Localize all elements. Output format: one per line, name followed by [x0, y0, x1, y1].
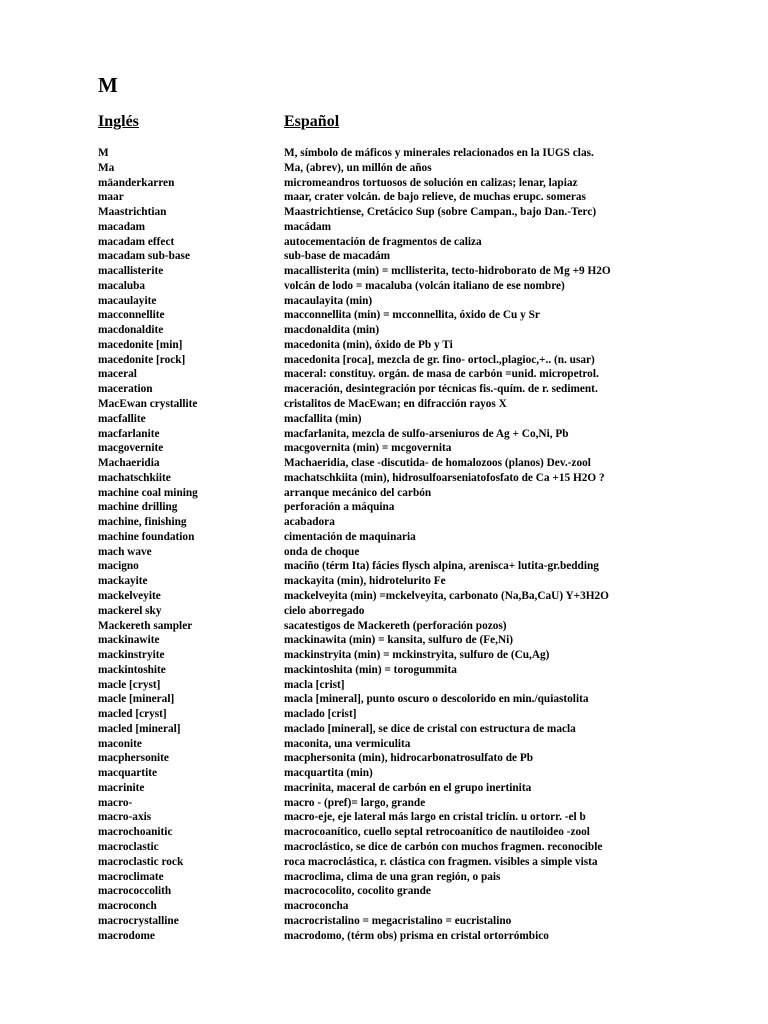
list-item: [98, 899, 738, 914]
definition-spanish: macphersonita (min), hidrocarbonatrosulfato de Pb: [284, 752, 534, 765]
definition-spanish: macedonita (min), óxido de Pb y Ti: [284, 338, 453, 351]
definition-spanish: maciño (térm Ita) fácies flysch alpina, arenisca+ lutita-gr.bedding: [284, 560, 599, 573]
definition-spanish: macrinita, maceral de carbón en el grupo inertinita: [284, 781, 532, 794]
list-item: [98, 338, 738, 353]
list-item: [98, 323, 738, 338]
list-item: [98, 870, 738, 885]
definition-spanish: macgovernita (min) = mcgovernita: [284, 442, 452, 455]
definition-spanish: macfarlanita, mezcla de sulfo-arseniuros de Ag + Co,Ni, Pb: [284, 427, 569, 440]
term-english: machine foundation: [98, 530, 195, 543]
term-english: macrochoanitic: [98, 826, 173, 839]
list-item: [98, 766, 738, 781]
list-item: [98, 707, 738, 722]
list-item: [98, 397, 738, 412]
term-english: Ma: [98, 161, 115, 174]
term-english: macaulayite: [98, 294, 157, 307]
term-english: macroclastic: [98, 840, 159, 853]
term-english: Mackereth sampler: [98, 619, 193, 632]
list-item: [98, 353, 738, 368]
list-item: [98, 486, 738, 501]
definition-spanish: mackinstryita (min) = mckinstryita, sulfuro de (Cu,Ag): [284, 649, 550, 662]
list-item: [98, 604, 738, 619]
term-english: Machaeridia: [98, 457, 160, 470]
list-item: [98, 515, 738, 530]
term-english: macrinite: [98, 781, 145, 794]
term-english: macadam effect: [98, 235, 175, 248]
list-item: [98, 737, 738, 752]
definition-spanish: mackelveyita (min) =mckelveyita, carbonato (Na,Ba,CaU) Y+3H2O: [284, 589, 609, 602]
definition-spanish: maceral: constituy. orgán. de masa de carbón =unid. micropetrol.: [284, 368, 599, 381]
term-english: macallisterite: [98, 265, 164, 278]
term-english: macroconch: [98, 900, 157, 913]
term-english: machine coal mining: [98, 486, 198, 499]
term-english: maar: [98, 191, 124, 204]
list-item: [98, 456, 738, 471]
definition-spanish: macroclima, clima de una gran región, o pais: [284, 870, 501, 883]
list-item: [98, 840, 738, 855]
definition-spanish: onda de choque: [284, 545, 360, 558]
term-english: macadam: [98, 220, 146, 233]
term-english: mackayite: [98, 575, 148, 588]
definition-spanish: macfallita (min): [284, 412, 362, 425]
list-item: [98, 796, 738, 811]
term-english: maceration: [98, 383, 153, 396]
term-english: macaluba: [98, 279, 146, 292]
term-english: mäanderkarren: [98, 176, 175, 189]
definition-spanish: macla [mineral], punto oscuro o descolorido en min./quiastolita: [284, 693, 589, 706]
list-item: [98, 929, 738, 944]
definition-spanish: macrodomo, (térm obs) prisma en cristal ortorrómbico: [284, 929, 549, 942]
definition-spanish: maconita, una vermiculita: [284, 737, 411, 750]
list-item: [98, 751, 738, 766]
column-header-english: Inglés: [98, 113, 139, 130]
list-item: [98, 648, 738, 663]
list-item: [98, 633, 738, 648]
definition-spanish: macrocristalino = megacristalino = eucristalino: [284, 914, 512, 927]
list-item: [98, 500, 738, 515]
list-item: [98, 220, 738, 235]
definition-spanish: macallisterita (min) = mcllisterita, tecto-hidroborato de Mg +9 H2O: [284, 265, 611, 278]
list-item: [98, 382, 738, 397]
list-item: [98, 294, 738, 309]
definition-spanish: macconnellita (min) = mcconnellita, óxido de Cu y Sr: [284, 309, 540, 322]
term-english: macled [cryst]: [98, 708, 167, 721]
definition-spanish: macádam: [284, 220, 332, 233]
entry-list: [98, 146, 738, 943]
list-item: [98, 367, 738, 382]
term-english: macro-axis: [98, 811, 152, 824]
definition-spanish: macroconcha: [284, 900, 349, 913]
term-english: macle [mineral]: [98, 693, 175, 706]
term-english: macfallite: [98, 412, 146, 425]
list-item: [98, 279, 738, 294]
term-english: macphersonite: [98, 752, 169, 765]
definition-spanish: mackintoshita (min) = torogummita: [284, 663, 457, 676]
term-english: macadam sub-base: [98, 250, 190, 263]
list-item: [98, 914, 738, 929]
list-item: [98, 176, 738, 191]
definition-spanish: macquartita (min): [284, 767, 373, 780]
definition-spanish: macro - (pref)= largo, grande: [284, 796, 426, 809]
term-english: macconnellite: [98, 309, 165, 322]
list-item: [98, 545, 738, 560]
definition-spanish: macla [crist]: [284, 678, 345, 691]
term-english: mach wave: [98, 545, 152, 558]
term-english: macfarlanite: [98, 427, 160, 440]
list-item: [98, 190, 738, 205]
definition-spanish: perforación a máquina: [284, 501, 395, 514]
definition-spanish: maceración, desintegración por técnicas fis.-quím. de r. sediment.: [284, 383, 598, 396]
definition-spanish: macedonita [roca], mezcla de gr. fino- ortocl.,plagioc,+.. (n. usar): [284, 353, 595, 366]
list-item: [98, 663, 738, 678]
definition-spanish: macrococolito, cocolito grande: [284, 885, 431, 898]
definition-spanish: autocementación de fragmentos de caliza: [284, 235, 482, 248]
list-item: [98, 205, 738, 220]
list-item: [98, 589, 738, 604]
term-english: macrodome: [98, 929, 155, 942]
term-english: macedonite [min]: [98, 338, 183, 351]
term-english: Maastrichtian: [98, 206, 167, 219]
term-english: macle [cryst]: [98, 678, 161, 691]
definition-spanish: sacatestigos de Mackereth (perforación pozos): [284, 619, 507, 632]
term-english: macdonaldite: [98, 324, 164, 337]
term-english: machine, finishing: [98, 516, 187, 529]
term-english: macrocrystalline: [98, 914, 179, 927]
list-item: [98, 308, 738, 323]
term-english: macled [mineral]: [98, 722, 181, 735]
list-item: [98, 412, 738, 427]
term-english: MacEwan crystallite: [98, 398, 198, 411]
term-english: mackerel sky: [98, 604, 162, 617]
term-english: mackintoshite: [98, 663, 166, 676]
list-item: [98, 722, 738, 737]
term-english: macigno: [98, 560, 139, 573]
list-item: [98, 530, 738, 545]
definition-spanish: cielo aborregado: [284, 604, 365, 617]
definition-spanish: acabadora: [284, 516, 335, 529]
term-english: macgovernite: [98, 442, 164, 455]
list-item: [98, 441, 738, 456]
term-english: mackinawite: [98, 634, 160, 647]
list-item: [98, 619, 738, 634]
term-english: maconite: [98, 737, 142, 750]
definition-spanish: mackayita (min), hidrotelurito Fe: [284, 575, 446, 588]
list-item: [98, 427, 738, 442]
list-item: [98, 235, 738, 250]
list-item: [98, 810, 738, 825]
list-item: [98, 146, 738, 161]
definition-spanish: machatschkiita (min), hidrosulfoarseniatofosfato de Ca +15 H2O ?: [284, 471, 605, 484]
definition-spanish: maclado [mineral], se dice de cristal con estructura de macla: [284, 722, 576, 735]
term-english: mackelveyite: [98, 589, 161, 602]
term-english: mackinstryite: [98, 649, 165, 662]
list-item: [98, 855, 738, 870]
definition-spanish: mackinawita (min) = kansita, sulfuro de (Fe,Ni): [284, 634, 514, 647]
definition-spanish: macrocoanítico, cuello septal retrocoanítico de nautiloideo -zool: [284, 826, 590, 839]
definition-spanish: roca macroclástica, r. clástica con fragmen. visibles a simple vista: [284, 855, 598, 868]
term-english: macrococcolith: [98, 885, 172, 898]
definition-spanish: Ma, (abrev), un millón de años: [284, 161, 432, 174]
list-item: [98, 559, 738, 574]
definition-spanish: M, símbolo de máficos y minerales relacionados en la IUGS clas.: [284, 147, 594, 159]
term-english: macedonite [rock]: [98, 353, 186, 366]
definition-spanish: Machaeridia, clase -discutida- de homalozoos (planos) Dev.-zool: [284, 457, 591, 470]
list-item: [98, 825, 738, 840]
definition-spanish: sub-base de macadám: [284, 250, 391, 263]
definition-spanish: maclado [crist]: [284, 708, 357, 721]
definition-spanish: macaulayita (min): [284, 294, 373, 307]
definition-spanish: macro-eje, eje lateral más largo en cristal triclín. u ortorr. -el b: [284, 811, 586, 824]
definition-spanish: cristalitos de MacEwan; en difracción rayos X: [284, 398, 507, 411]
list-item: [98, 264, 738, 279]
list-item: [98, 574, 738, 589]
term-english: maceral: [98, 368, 137, 381]
definition-spanish: micromeandros tortuosos de solución en calizas; lenar, lapiaz: [284, 176, 578, 189]
list-item: [98, 692, 738, 707]
term-english: M: [98, 147, 109, 159]
list-item: [98, 884, 738, 899]
definition-spanish: arranque mecánico del carbón: [284, 486, 432, 499]
list-item: [98, 161, 738, 176]
definition-spanish: Maastrichtiense, Cretácico Sup (sobre Campan., bajo Dan.-Terc): [284, 206, 597, 219]
section-letter: M: [98, 73, 118, 97]
list-item: [98, 678, 738, 693]
definition-spanish: macdonaldita (min): [284, 324, 380, 337]
definition-spanish: volcán de lodo = macaluba (volcán italiano de ese nombre): [284, 279, 565, 292]
definition-spanish: maar, crater volcán. de bajo relieve, de muchas erupc. someras: [284, 191, 586, 204]
list-item: [98, 471, 738, 486]
term-english: machine drilling: [98, 501, 178, 514]
term-english: machatschkiite: [98, 471, 171, 484]
definition-spanish: macroclástico, se dice de carbón con muchos fragmen. reconocible: [284, 840, 603, 853]
column-header-spanish: Español: [284, 113, 340, 130]
term-english: macroclimate: [98, 870, 164, 883]
list-item: [98, 249, 738, 264]
definition-spanish: cimentación de maquinaria: [284, 530, 416, 543]
list-item: [98, 781, 738, 796]
term-english: macroclastic rock: [98, 855, 184, 868]
term-english: macquartite: [98, 767, 157, 780]
term-english: macro-: [98, 796, 133, 809]
